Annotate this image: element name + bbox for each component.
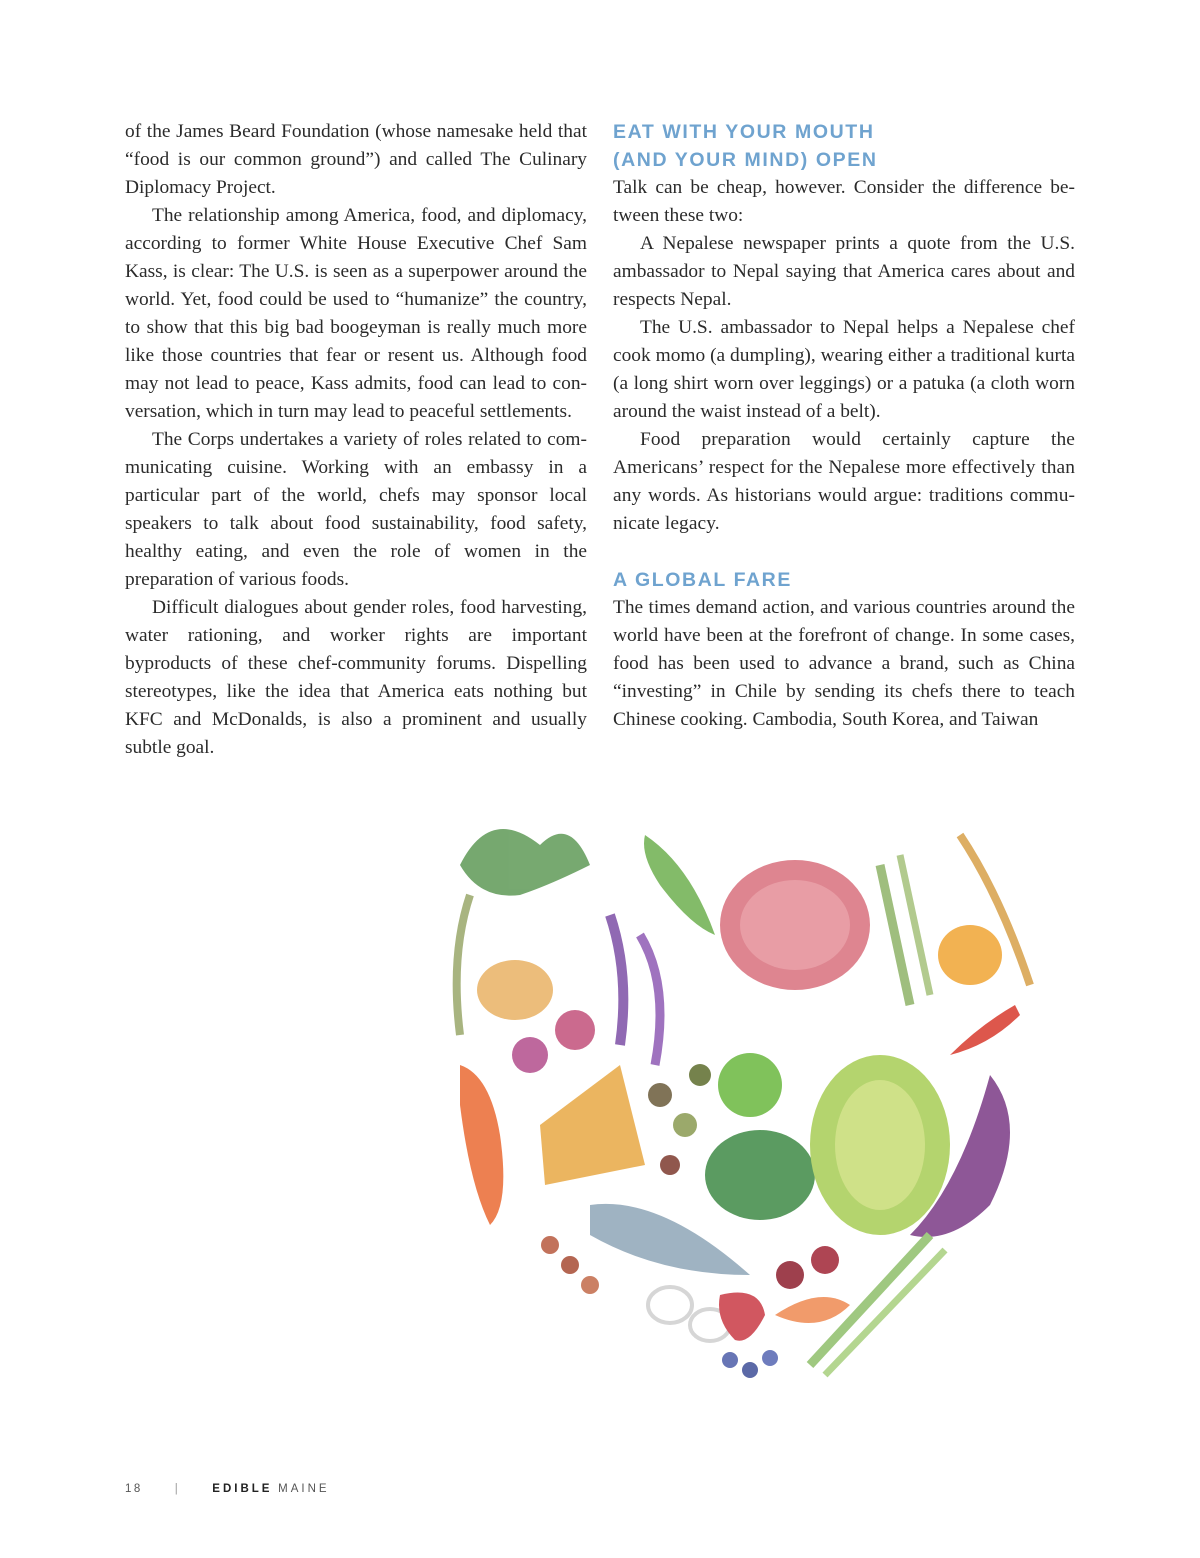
carrot-icon <box>460 1065 503 1225</box>
body-paragraph: of the James Beard Foundation (whose namesake held that “food is our common ground”) and called The Culinary Diplomacy Project. <box>125 121 587 198</box>
apple-icon <box>718 1053 782 1117</box>
section-heading-line: EAT WITH YOUR MOUTH <box>613 121 875 143</box>
page-number: 18 <box>125 1483 143 1495</box>
body-paragraph: Difficult dialogues about gender roles, food harvesting, water rationing, and worker rights are important byproducts of these chef-community forums. Dispelling stereotypes, like the idea that America eats nothing but KFC and McDonalds, is also a prominent and usually subtle goal. <box>125 597 587 758</box>
broccoli-icon <box>705 1130 815 1220</box>
body-paragraph: Food preparation would certainly capture the Americans’ respect for the Nepalese more effectively than any words. As historians would argue: traditions communicate legacy. <box>613 429 1075 534</box>
publication-region: MAINE <box>278 1483 330 1495</box>
footer-separator: | <box>174 1483 181 1495</box>
herb-icon <box>460 829 590 896</box>
pea-pod-icon <box>644 835 715 935</box>
body-paragraph: The Corps undertakes a variety of roles related to communicating cuisine. Working with an embassy in a particular part of the world, chefs may sponsor local speakers to talk about food sustainability, food safety, healthy eating, and even the role of women in the preparation of various foods. <box>125 429 587 590</box>
article-right-column <box>613 118 1075 734</box>
fish-icon <box>590 1204 750 1275</box>
section-heading: A GLOBAL FARE <box>613 569 792 591</box>
bread-icon <box>477 960 553 1020</box>
body-paragraph: The U.S. ambassador to Nepal helps a Nepalese chef cook momo (a dumpling), wearing either a traditional kurta (a long shirt worn over leggings) or a patuka (a cloth worn around the waist instead of a belt). <box>613 317 1075 422</box>
watercolor-food-heart-illustration <box>430 805 1070 1405</box>
body-paragraph: The relationship among America, food, and diplomacy, according to former White House Executive Chef Sam Kass, is clear: The U.S. is seen as a superpower around the world. Yet, food could be used to “humanize” the country, to show that this big bad boogeyman is really much more like those countries that fear or resent us. Although food may not lead to peace, Kass admits, food can lead to conversation, which in turn may lead to peaceful settlements. <box>125 205 587 422</box>
body-paragraph: The times demand action, and various countries around the world have been at the forefront of change. In some cases, food has been used to advance a brand, such as China “investing” in Chile by sending its chefs there to teach Chinese cooking. Cambodia, South Korea, and Taiwan <box>613 597 1075 730</box>
page-footer <box>125 1483 330 1495</box>
section-heading <box>613 118 1075 174</box>
section-heading-line: (AND YOUR MIND) OPEN <box>613 149 878 171</box>
cheese-icon <box>540 1065 645 1185</box>
chili-pepper-icon <box>950 1005 1020 1055</box>
lemon-icon <box>938 925 1002 985</box>
publication-brand: EDIBLE <box>212 1483 273 1495</box>
body-paragraph: Talk can be cheap, however. Consider the difference between these two: <box>613 177 1075 226</box>
article-left-column <box>125 118 587 762</box>
body-paragraph: A Nepalese newspaper prints a quote from the U.S. ambassador to Nepal saying that America cares about and respects Nepal. <box>613 233 1075 310</box>
